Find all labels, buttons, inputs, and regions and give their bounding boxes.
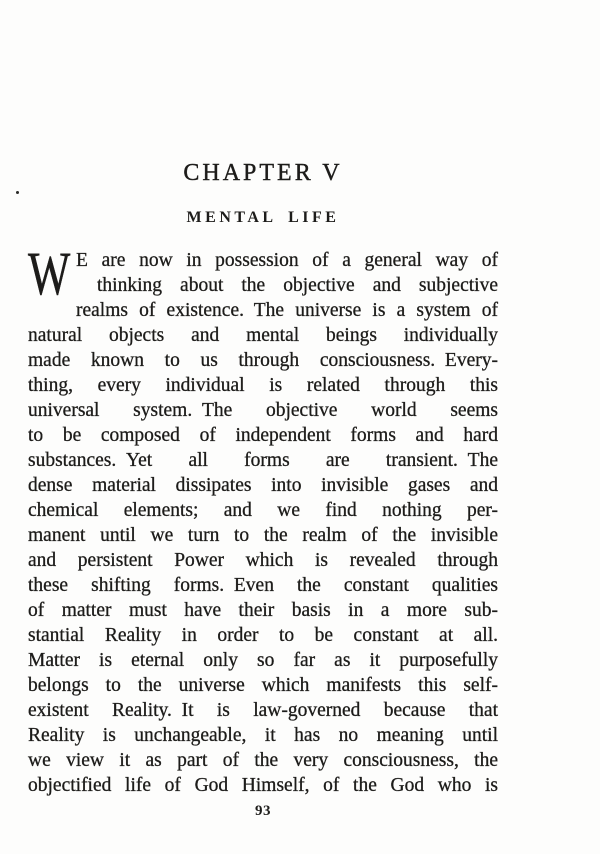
paragraph-lines — [28, 240, 498, 798]
text-line: substances. Yet all forms are transient. The — [28, 450, 498, 471]
text-line: we view it as part of the very consciousness, the — [28, 750, 498, 771]
text-line: Matter is eternal only so far as it purposefully — [28, 650, 498, 671]
text-line: these shifting forms. Even the constant qualities — [28, 575, 498, 596]
text-line: E are now in possession of a general way of — [76, 250, 498, 271]
text-line: universal system. The objective world seems — [28, 400, 498, 421]
text-line: realms of existence. The universe is a system of — [76, 300, 498, 321]
text-line: thing, every individual is related through this — [28, 375, 498, 396]
ink-speck — [16, 191, 19, 194]
text-line: thinking about the objective and subjective — [97, 275, 498, 296]
book-page — [28, 160, 498, 798]
text-line: of matter must have their basis in a more sub- — [28, 600, 498, 621]
text-line: dense material dissipates into invisible gases and — [28, 475, 498, 496]
text-line: made known to us through consciousness. Every- — [28, 350, 498, 371]
body-paragraph — [28, 240, 498, 798]
text-line: and persistent Power which is revealed through — [28, 550, 498, 571]
text-line: chemical elements; and we find nothing per- — [28, 500, 498, 521]
chapter-heading: CHAPTER V — [183, 160, 343, 186]
text-line: belongs to the universe which manifests this self- — [28, 675, 498, 696]
text-line: stantial Reality in order to be constant at all. — [28, 625, 498, 646]
section-title: MENTAL LIFE — [186, 209, 340, 226]
text-line: existent Reality. It is law-governed because that — [28, 700, 498, 721]
page-number: 93 — [255, 803, 271, 819]
text-line: objectified life of God Himself, of the God who is — [28, 775, 498, 796]
text-line: to be composed of independent forms and hard — [28, 425, 498, 446]
text-line: manent until we turn to the realm of the invisible — [28, 525, 498, 546]
drop-cap: W — [28, 240, 71, 309]
text-line: Reality is unchangeable, it has no meaning until — [28, 725, 498, 746]
text-line: natural objects and mental beings individually — [28, 325, 498, 346]
